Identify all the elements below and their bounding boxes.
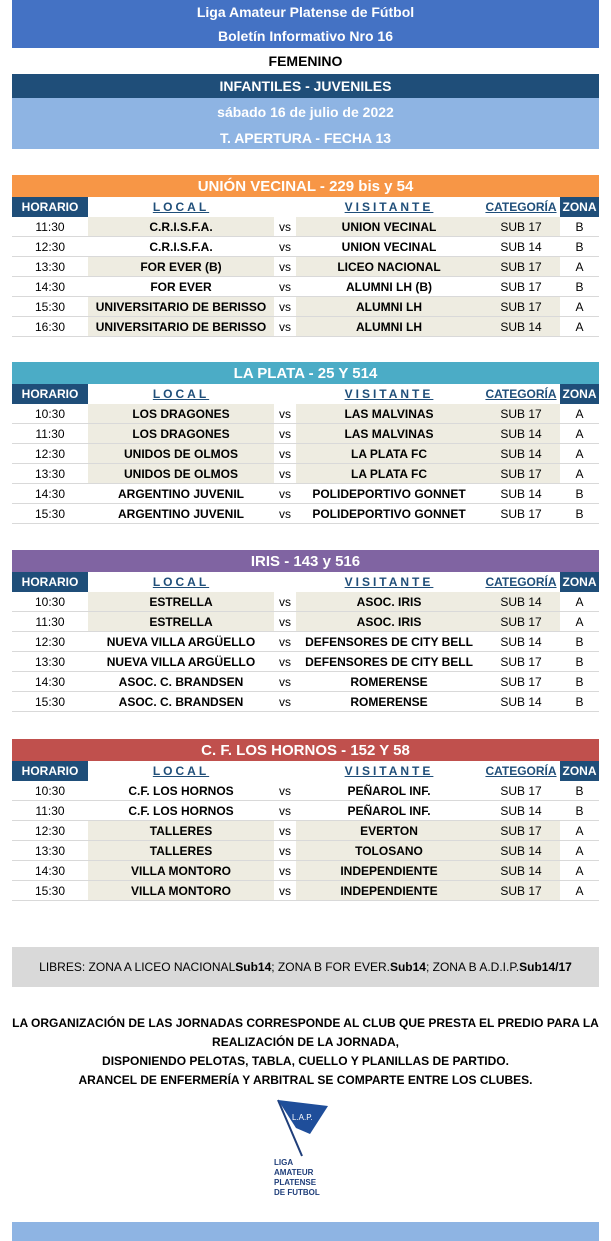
match-vs: vs — [274, 444, 296, 463]
match-local-team: ESTRELLA — [88, 612, 274, 631]
match-local-team: ASOC. C. BRANDSEN — [88, 692, 274, 711]
match-zone: B — [560, 781, 599, 800]
match-visitor-team: UNION VECINAL — [296, 217, 482, 236]
match-local-team: C.F. LOS HORNOS — [88, 801, 274, 820]
match-category: SUB 17 — [482, 821, 560, 840]
table-row — [12, 821, 599, 841]
match-vs: vs — [274, 277, 296, 296]
match-vs: vs — [274, 317, 296, 336]
match-zone: A — [560, 821, 599, 840]
match-category: SUB 14 — [482, 841, 560, 860]
table-row — [12, 692, 599, 712]
match-visitor-team: ALUMNI LH (B) — [296, 277, 482, 296]
match-local-team: TALLERES — [88, 841, 274, 860]
table-header — [12, 572, 599, 592]
table-row — [12, 277, 599, 297]
match-vs: vs — [274, 801, 296, 820]
match-zone: A — [560, 861, 599, 880]
logo-line-4: DE FUTBOL — [274, 1188, 320, 1197]
match-visitor-team: POLIDEPORTIVO GONNET — [296, 484, 482, 503]
match-category: SUB 14 — [482, 317, 560, 336]
match-zone: B — [560, 692, 599, 711]
column-header-time: HORARIO — [12, 572, 88, 592]
match-local-team: VILLA MONTORO — [88, 861, 274, 880]
match-zone: A — [560, 612, 599, 631]
match-zone: B — [560, 652, 599, 671]
match-visitor-team: PEÑAROL INF. — [296, 781, 482, 800]
column-header-time: HORARIO — [12, 197, 88, 217]
match-category: SUB 17 — [482, 257, 560, 276]
column-header-visitor: VISITANTE — [344, 764, 434, 778]
column-header-spacer — [274, 761, 296, 781]
venue-title: LA PLATA - 25 Y 514 — [12, 362, 599, 384]
table-row — [12, 801, 599, 821]
match-time: 15:30 — [12, 881, 88, 900]
match-local-team: TALLERES — [88, 821, 274, 840]
logo-flag-text: L.A.P. — [292, 1113, 313, 1122]
match-time: 11:30 — [12, 612, 88, 631]
column-header-spacer — [274, 197, 296, 217]
match-local-team: FOR EVER (B) — [88, 257, 274, 276]
match-visitor-team: ROMERENSE — [296, 672, 482, 691]
table-header — [12, 761, 599, 781]
match-local-team: ASOC. C. BRANDSEN — [88, 672, 274, 691]
table-row — [12, 781, 599, 801]
match-local-team: FOR EVER — [88, 277, 274, 296]
match-vs: vs — [274, 504, 296, 523]
venue-title: UNIÓN VECINAL - 229 bis y 54 — [12, 175, 599, 197]
match-zone: B — [560, 504, 599, 523]
logo-caption — [274, 1158, 320, 1198]
match-time: 13:30 — [12, 257, 88, 276]
match-vs: vs — [274, 464, 296, 483]
column-header-local: LOCAL — [152, 200, 210, 214]
venue-section — [12, 175, 599, 337]
libres-text-2: ; ZONA B FOR EVER. — [271, 960, 390, 974]
match-category: SUB 14 — [482, 484, 560, 503]
logo-line-3: PLATENSE — [274, 1178, 317, 1187]
match-vs: vs — [274, 692, 296, 711]
table-row — [12, 484, 599, 504]
match-time: 11:30 — [12, 424, 88, 443]
match-visitor-team: DEFENSORES DE CITY BELL — [296, 632, 482, 651]
match-time: 14:30 — [12, 861, 88, 880]
match-vs: vs — [274, 652, 296, 671]
match-vs: vs — [274, 672, 296, 691]
tournament-title: T. APERTURA - FECHA 13 — [12, 126, 599, 149]
match-visitor-team: PEÑAROL INF. — [296, 801, 482, 820]
column-header-zone: ZONA — [560, 384, 599, 404]
match-time: 15:30 — [12, 297, 88, 316]
column-header-visitor: VISITANTE — [344, 575, 434, 589]
match-time: 14:30 — [12, 672, 88, 691]
table-row — [12, 444, 599, 464]
match-time: 13:30 — [12, 652, 88, 671]
match-category: SUB 14 — [482, 861, 560, 880]
match-local-team: VILLA MONTORO — [88, 881, 274, 900]
venue-section — [12, 362, 599, 524]
match-vs: vs — [274, 404, 296, 423]
venue-section — [12, 550, 599, 712]
match-visitor-team: LICEO NACIONAL — [296, 257, 482, 276]
match-zone: B — [560, 801, 599, 820]
date-title: sábado 16 de julio de 2022 — [12, 98, 599, 126]
logo-line-1: LIGA — [274, 1158, 294, 1167]
match-time: 14:30 — [12, 277, 88, 296]
column-header-zone: ZONA — [560, 572, 599, 592]
match-zone: B — [560, 632, 599, 651]
league-title: Liga Amateur Platense de Fútbol — [12, 0, 599, 23]
match-time: 11:30 — [12, 801, 88, 820]
match-local-team: ARGENTINO JUVENIL — [88, 484, 274, 503]
column-header-local: LOCAL — [152, 764, 210, 778]
match-time: 10:30 — [12, 592, 88, 611]
column-header-time: HORARIO — [12, 761, 88, 781]
match-category: SUB 14 — [482, 424, 560, 443]
match-category: SUB 17 — [482, 277, 560, 296]
match-category: SUB 17 — [482, 217, 560, 236]
match-visitor-team: TOLOSANO — [296, 841, 482, 860]
match-category: SUB 17 — [482, 297, 560, 316]
match-category: SUB 14 — [482, 801, 560, 820]
match-local-team: ESTRELLA — [88, 592, 274, 611]
table-row — [12, 504, 599, 524]
column-header-category: CATEGORÍA — [485, 200, 557, 214]
match-zone: A — [560, 404, 599, 423]
match-vs: vs — [274, 424, 296, 443]
match-visitor-team: UNION VECINAL — [296, 237, 482, 256]
libres-note — [12, 947, 599, 987]
organization-note — [12, 1014, 599, 1090]
match-zone: A — [560, 464, 599, 483]
match-category: SUB 17 — [482, 781, 560, 800]
match-visitor-team: INDEPENDIENTE — [296, 861, 482, 880]
match-vs: vs — [274, 781, 296, 800]
match-zone: A — [560, 444, 599, 463]
table-row — [12, 592, 599, 612]
match-vs: vs — [274, 861, 296, 880]
match-category: SUB 17 — [482, 672, 560, 691]
match-vs: vs — [274, 632, 296, 651]
match-time: 10:30 — [12, 404, 88, 423]
libres-bold-3: Sub14/17 — [519, 960, 572, 974]
match-vs: vs — [274, 592, 296, 611]
match-time: 15:30 — [12, 692, 88, 711]
match-local-team: NUEVA VILLA ARGÜELLO — [88, 632, 274, 651]
match-category: SUB 17 — [482, 404, 560, 423]
match-zone: B — [560, 484, 599, 503]
match-local-team: UNIDOS DE OLMOS — [88, 464, 274, 483]
column-header-spacer — [274, 384, 296, 404]
table-row — [12, 632, 599, 652]
column-header-local: LOCAL — [152, 387, 210, 401]
match-zone: A — [560, 424, 599, 443]
match-local-team: LOS DRAGONES — [88, 404, 274, 423]
category-title: FEMENINO — [12, 50, 599, 72]
match-category: SUB 14 — [482, 632, 560, 651]
match-time: 16:30 — [12, 317, 88, 336]
venue-section — [12, 739, 599, 901]
match-vs: vs — [274, 257, 296, 276]
match-category: SUB 17 — [482, 652, 560, 671]
column-header-category: CATEGORÍA — [485, 575, 557, 589]
match-time: 12:30 — [12, 821, 88, 840]
table-row — [12, 464, 599, 484]
table-row — [12, 404, 599, 424]
match-vs: vs — [274, 841, 296, 860]
table-row — [12, 672, 599, 692]
match-vs: vs — [274, 237, 296, 256]
column-header-zone: ZONA — [560, 197, 599, 217]
table-row — [12, 257, 599, 277]
table-row — [12, 237, 599, 257]
match-category: SUB 17 — [482, 612, 560, 631]
table-row — [12, 317, 599, 337]
match-vs: vs — [274, 297, 296, 316]
match-category: SUB 14 — [482, 692, 560, 711]
match-visitor-team: ROMERENSE — [296, 692, 482, 711]
match-zone: A — [560, 592, 599, 611]
match-time: 12:30 — [12, 237, 88, 256]
match-visitor-team: POLIDEPORTIVO GONNET — [296, 504, 482, 523]
table-row — [12, 861, 599, 881]
column-header-category: CATEGORÍA — [485, 387, 557, 401]
match-visitor-team: DEFENSORES DE CITY BELL — [296, 652, 482, 671]
venue-title: C. F. LOS HORNOS - 152 Y 58 — [12, 739, 599, 761]
note-line-4: ARANCEL DE ENFERMERÍA Y ARBITRAL SE COMPARTE ENTRE LOS CLUBES. — [78, 1073, 533, 1087]
table-row — [12, 652, 599, 672]
match-time: 15:30 — [12, 504, 88, 523]
libres-bold-2: Sub14 — [389, 960, 426, 974]
match-time: 12:30 — [12, 444, 88, 463]
match-local-team: C.F. LOS HORNOS — [88, 781, 274, 800]
match-vs: vs — [274, 484, 296, 503]
table-row — [12, 612, 599, 632]
match-visitor-team: ALUMNI LH — [296, 297, 482, 316]
libres-text-3: ; ZONA B A.D.I.P. — [425, 960, 520, 974]
note-line-3: DISPONIENDO PELOTAS, TABLA, CUELLO Y PLANILLAS DE PARTIDO. — [102, 1054, 509, 1068]
match-vs: vs — [274, 821, 296, 840]
match-local-team: UNIVERSITARIO DE BERISSO — [88, 297, 274, 316]
match-local-team: NUEVA VILLA ARGÜELLO — [88, 652, 274, 671]
match-time: 12:30 — [12, 632, 88, 651]
match-time: 11:30 — [12, 217, 88, 236]
match-vs: vs — [274, 612, 296, 631]
match-zone: A — [560, 841, 599, 860]
match-category: SUB 14 — [482, 444, 560, 463]
note-line-1: LA ORGANIZACIÓN DE LAS JORNADAS CORRESPONDE AL CLUB QUE PRESTA EL PREDIO PARA LA — [12, 1016, 599, 1030]
division-title: INFANTILES - JUVENILES — [12, 74, 599, 98]
column-header-category: CATEGORÍA — [485, 764, 557, 778]
bulletin-title: Boletín Informativo Nro 16 — [12, 23, 599, 48]
match-zone: B — [560, 672, 599, 691]
footer-bar — [12, 1222, 599, 1241]
match-local-team: UNIVERSITARIO DE BERISSO — [88, 317, 274, 336]
match-local-team: C.R.I.S.F.A. — [88, 217, 274, 236]
match-time: 13:30 — [12, 464, 88, 483]
table-row — [12, 424, 599, 444]
column-header-visitor: VISITANTE — [344, 387, 434, 401]
column-header-local: LOCAL — [152, 575, 210, 589]
column-header-time: HORARIO — [12, 384, 88, 404]
match-visitor-team: EVERTON — [296, 821, 482, 840]
match-vs: vs — [274, 217, 296, 236]
match-zone: A — [560, 297, 599, 316]
match-visitor-team: LAS MALVINAS — [296, 424, 482, 443]
match-zone: B — [560, 217, 599, 236]
match-time: 14:30 — [12, 484, 88, 503]
match-category: SUB 17 — [482, 504, 560, 523]
match-visitor-team: ALUMNI LH — [296, 317, 482, 336]
match-local-team: C.R.I.S.F.A. — [88, 237, 274, 256]
table-header — [12, 197, 599, 217]
table-row — [12, 297, 599, 317]
match-visitor-team: ASOC. IRIS — [296, 612, 482, 631]
match-category: SUB 14 — [482, 592, 560, 611]
table-row — [12, 841, 599, 861]
match-time: 10:30 — [12, 781, 88, 800]
table-header — [12, 384, 599, 404]
match-category: SUB 14 — [482, 237, 560, 256]
match-visitor-team: ASOC. IRIS — [296, 592, 482, 611]
match-vs: vs — [274, 881, 296, 900]
venue-title: IRIS - 143 y 516 — [12, 550, 599, 572]
match-local-team: ARGENTINO JUVENIL — [88, 504, 274, 523]
match-zone: A — [560, 317, 599, 336]
match-local-team: LOS DRAGONES — [88, 424, 274, 443]
match-zone: B — [560, 277, 599, 296]
match-visitor-team: INDEPENDIENTE — [296, 881, 482, 900]
note-line-2: REALIZACIÓN DE LA JORNADA, — [212, 1035, 399, 1049]
libres-text-1: LIBRES: ZONA A LICEO NACIONAL — [39, 960, 236, 974]
libres-bold-1: Sub14 — [235, 960, 272, 974]
match-category: SUB 17 — [482, 464, 560, 483]
match-visitor-team: LA PLATA FC — [296, 464, 482, 483]
table-row — [12, 881, 599, 901]
logo-line-2: AMATEUR — [274, 1168, 314, 1177]
column-header-zone: ZONA — [560, 761, 599, 781]
match-time: 13:30 — [12, 841, 88, 860]
match-zone: A — [560, 257, 599, 276]
match-visitor-team: LAS MALVINAS — [296, 404, 482, 423]
table-row — [12, 217, 599, 237]
column-header-visitor: VISITANTE — [344, 200, 434, 214]
column-header-spacer — [274, 572, 296, 592]
match-zone: B — [560, 237, 599, 256]
match-category: SUB 17 — [482, 881, 560, 900]
match-visitor-team: LA PLATA FC — [296, 444, 482, 463]
match-zone: A — [560, 881, 599, 900]
match-local-team: UNIDOS DE OLMOS — [88, 444, 274, 463]
